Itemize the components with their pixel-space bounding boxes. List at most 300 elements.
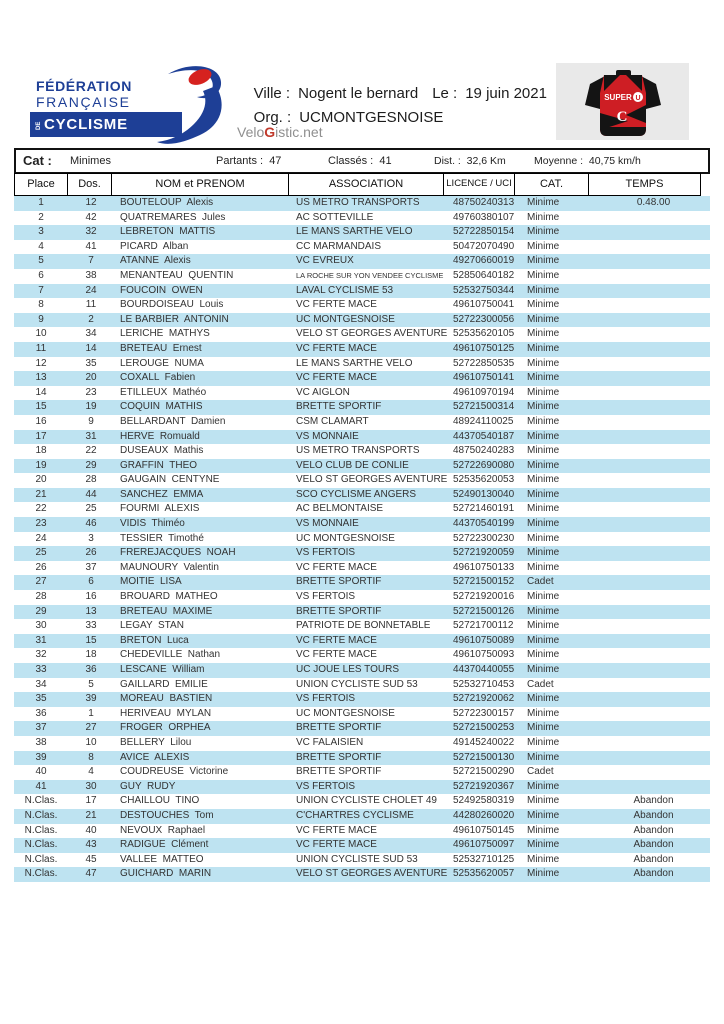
- cell-association: VS FERTOIS: [296, 547, 356, 559]
- distance-value: Dist. : 32,6 Km: [434, 155, 506, 167]
- cell-association: VS FERTOIS: [296, 780, 356, 792]
- cell-dossard: 31: [85, 430, 97, 442]
- ffc-logo: [24, 62, 224, 150]
- cell-dossard: 26: [85, 547, 97, 559]
- cell-place: 24: [35, 532, 47, 544]
- cell-category: Minime: [527, 226, 560, 238]
- cell-place: 22: [35, 503, 47, 515]
- cell-time: [597, 400, 710, 415]
- cell-association: AC SOTTEVILLE: [296, 211, 374, 223]
- cell-place: 34: [35, 678, 47, 690]
- results-table-header: [14, 173, 710, 196]
- cell-dossard: 10: [85, 736, 97, 748]
- cell-name: GUY RUDY: [120, 780, 176, 792]
- table-row: [14, 867, 710, 882]
- cell-licence: 52722850535: [453, 357, 515, 369]
- cell-name: ETILLEUX Mathéo: [120, 386, 207, 398]
- cell-dossard: 43: [85, 839, 97, 851]
- cell-time: Abandon: [633, 809, 674, 821]
- column-header-time: TEMPS: [588, 173, 701, 196]
- table-row: [14, 400, 710, 415]
- cell-dossard: 18: [85, 649, 97, 661]
- cell-name: BOURDOISEAU Louis: [120, 299, 224, 311]
- cell-place: 30: [35, 620, 47, 632]
- cell-association: UNION CYCLISTE CHOLET 49: [296, 795, 437, 807]
- cell-place: N.Clas.: [24, 853, 58, 865]
- cell-licence: 52722300157: [453, 707, 515, 719]
- cell-name: COUDREUSE Victorine: [120, 766, 229, 778]
- cell-name: MOITIE LISA: [120, 576, 182, 588]
- cell-category: Minime: [527, 445, 560, 457]
- cell-name: LEBRETON MATTIS: [120, 226, 216, 238]
- cell-place: 19: [35, 459, 47, 471]
- cell-licence: 52850640182: [453, 269, 515, 281]
- ffc-cyclist-swoosh-icon: [150, 62, 230, 152]
- cell-name: BROUARD MATHEO: [120, 591, 218, 603]
- cell-category: Minime: [527, 561, 560, 573]
- cell-time: [597, 517, 710, 532]
- cell-licence: 48750240283: [453, 445, 515, 457]
- cell-licence: 50472070490: [453, 240, 515, 252]
- cell-licence: 49610750133: [453, 561, 515, 573]
- cell-dossard: 22: [85, 445, 97, 457]
- date-value: 19 juin 2021: [465, 85, 547, 102]
- cell-licence: 49610750093: [453, 649, 515, 661]
- table-row: [14, 561, 710, 576]
- cell-category: Minime: [527, 518, 560, 530]
- cell-association: VC FERTE MACE: [296, 342, 377, 354]
- cell-category: Minime: [527, 824, 560, 836]
- cell-dossard: 44: [85, 488, 97, 500]
- cell-dossard: 28: [85, 474, 97, 486]
- ffc-logo-band: [30, 112, 182, 137]
- cell-time: [597, 692, 710, 707]
- table-row: [14, 269, 710, 284]
- cell-time: [597, 532, 710, 547]
- cell-association: UNION CYCLISTE SUD 53: [296, 678, 418, 690]
- cell-name: VALLEE MATTEO: [120, 853, 204, 865]
- cell-licence: 52535620053: [453, 474, 515, 486]
- cell-name: GRAFFIN THEO: [120, 459, 198, 471]
- cell-licence: 52721700112: [453, 620, 514, 632]
- svg-text:C: C: [616, 109, 628, 125]
- cell-licence: 44370540199: [453, 518, 515, 530]
- cell-licence: 52490130040: [453, 488, 515, 500]
- table-row: [14, 211, 710, 226]
- cell-licence: 52721920059: [453, 547, 515, 559]
- cell-dossard: 3: [88, 532, 94, 544]
- cell-name: FOURMI ALEXIS: [120, 503, 200, 515]
- column-header-dossard: Dos.: [67, 173, 113, 196]
- cell-association: VC FERTE MACE: [296, 824, 377, 836]
- table-row: [14, 794, 710, 809]
- cell-name: BRETEAU MAXIME: [120, 605, 213, 617]
- cell-licence: 52721920016: [453, 591, 515, 603]
- cell-place: 27: [35, 576, 47, 588]
- cell-category: Cadet: [527, 576, 554, 588]
- cell-place: 33: [35, 664, 47, 675]
- cell-time: [597, 765, 710, 780]
- cell-category: Minime: [527, 649, 560, 661]
- column-header-category: CAT.: [514, 173, 590, 196]
- cell-association: VC AIGLON: [296, 386, 350, 398]
- cell-name: QUATREMARES Jules: [120, 211, 226, 223]
- cell-dossard: 20: [85, 372, 97, 384]
- cell-association: AC BELMONTAISE: [296, 503, 384, 515]
- cell-time: [597, 590, 710, 605]
- cell-name: MOREAU BASTIEN: [120, 693, 213, 705]
- cell-association: VELO ST GEORGES AVENTURE: [296, 868, 448, 880]
- svg-text:U: U: [635, 95, 641, 102]
- cell-name: MAUNOURY Valentin: [120, 561, 219, 573]
- table-row: [14, 546, 710, 561]
- cell-association: BRETTE SPORTIF: [296, 605, 382, 617]
- cell-licence: 49610750141: [453, 372, 515, 384]
- table-row: [14, 634, 710, 649]
- cell-licence: 49610750041: [453, 299, 515, 311]
- average-speed-value: Moyenne : 40,75 km/h: [534, 155, 641, 167]
- column-header-place: Place: [14, 173, 68, 196]
- cell-time: [597, 721, 710, 736]
- table-row: [14, 780, 710, 795]
- cell-time: [597, 327, 710, 342]
- cell-name: LERICHE MATHYS: [120, 328, 210, 340]
- table-row: [14, 648, 710, 663]
- cell-name: BELLERY Lilou: [120, 736, 192, 748]
- table-row: [14, 853, 710, 868]
- table-row: [14, 751, 710, 766]
- cell-place: 10: [35, 328, 47, 340]
- table-row: [14, 488, 710, 503]
- table-row: [14, 473, 710, 488]
- cell-time: [597, 605, 710, 620]
- cell-place: N.Clas.: [24, 809, 58, 821]
- watermark-part3: istic.net: [275, 124, 323, 140]
- cell-dossard: 24: [85, 284, 97, 296]
- cell-dossard: 23: [85, 386, 97, 398]
- table-row: [14, 298, 710, 313]
- cell-category: Minime: [527, 401, 560, 413]
- cell-place: 2: [38, 211, 44, 223]
- category-label: Cat :: [23, 153, 52, 168]
- cell-dossard: 36: [85, 664, 97, 675]
- cell-category: Minime: [527, 357, 560, 369]
- cell-time: Abandon: [633, 839, 674, 851]
- cell-category: Minime: [527, 328, 560, 340]
- cell-name: ATANNE Alexis: [120, 255, 191, 267]
- cell-time: [597, 298, 710, 313]
- cell-place: 5: [38, 255, 44, 267]
- cell-name: DUSEAUX Mathis: [120, 445, 204, 457]
- cell-category: Cadet: [527, 678, 554, 690]
- cell-name: COQUIN MATHIS: [120, 401, 203, 413]
- cell-licence: 52722850154: [453, 226, 515, 238]
- cell-place: 26: [35, 561, 47, 573]
- event-header: [237, 68, 557, 140]
- cell-category: Minime: [527, 664, 560, 675]
- cell-association: UC MONTGESNOISE: [296, 707, 395, 719]
- cell-time: Abandon: [633, 824, 674, 836]
- cell-time: Abandon: [633, 795, 674, 807]
- table-row: [14, 254, 710, 269]
- cell-dossard: 2: [88, 313, 94, 325]
- cell-category: Minime: [527, 415, 560, 427]
- cell-category: Minime: [527, 707, 560, 719]
- cell-name: BRETON Luca: [120, 634, 189, 646]
- cell-time: [597, 444, 710, 459]
- cell-place: 12: [35, 357, 47, 369]
- leader-jersey-image: [556, 63, 689, 140]
- cell-place: 9: [38, 313, 44, 325]
- cell-time: [597, 371, 710, 386]
- cell-association: BRETTE SPORTIF: [296, 751, 382, 763]
- cell-name: FROGER ORPHEA: [120, 722, 211, 734]
- cell-name: RADIGUE Clément: [120, 839, 209, 851]
- cell-place: N.Clas.: [24, 839, 58, 851]
- cell-time: [597, 415, 710, 430]
- cell-place: 28: [35, 591, 47, 603]
- cell-association: UNION CYCLISTE SUD 53: [296, 853, 418, 865]
- cell-category: Minime: [527, 853, 560, 865]
- cell-dossard: 13: [85, 605, 97, 617]
- ffc-logo-text-de: DE: [36, 121, 42, 130]
- table-row: [14, 721, 710, 736]
- cell-association: LE MANS SARTHE VELO: [296, 357, 413, 369]
- cell-time: [597, 342, 710, 357]
- cell-name: DESTOUCHES Tom: [120, 809, 214, 821]
- cell-association: BRETTE SPORTIF: [296, 576, 382, 588]
- cell-association: VS MONNAIE: [296, 518, 359, 530]
- cell-dossard: 37: [85, 561, 97, 573]
- cell-category: Minime: [527, 809, 560, 821]
- cell-time: [597, 313, 710, 328]
- cell-category: Minime: [527, 386, 560, 398]
- table-row: [14, 327, 710, 342]
- cell-category: Minime: [527, 693, 560, 705]
- cell-dossard: 41: [85, 240, 97, 252]
- cell-name: GUICHARD MARIN: [120, 868, 212, 880]
- table-row: [14, 692, 710, 707]
- cell-category: Cadet: [527, 766, 554, 778]
- city-label: Ville :: [253, 85, 291, 102]
- cell-dossard: 38: [85, 269, 97, 281]
- cell-association: VC FERTE MACE: [296, 299, 377, 311]
- cell-category: Minime: [527, 313, 560, 325]
- cell-licence: 52721920367: [453, 780, 515, 792]
- cell-association: CC MARMANDAIS: [296, 240, 382, 252]
- cell-association: VS FERTOIS: [296, 693, 356, 705]
- cell-category: Minime: [527, 488, 560, 500]
- cell-category: Minime: [527, 255, 560, 267]
- cell-dossard: 34: [85, 328, 97, 340]
- cell-name: HERVE Romuald: [120, 430, 200, 442]
- cell-name: BOUTELOUP Alexis: [120, 197, 214, 208]
- cell-place: 39: [35, 751, 47, 763]
- cell-place: 18: [35, 445, 47, 457]
- ffc-logo-text-federation: FÉDÉRATION: [36, 78, 132, 94]
- cell-association: CSM CLAMART: [296, 415, 369, 427]
- cell-licence: 52721500126: [453, 605, 515, 617]
- cell-licence: 52722690080: [453, 459, 515, 471]
- velogistic-watermark: [237, 124, 557, 140]
- cell-dossard: 40: [85, 824, 97, 836]
- organizer-label: Org. :: [253, 109, 292, 126]
- cell-time: [597, 430, 710, 445]
- cell-dossard: 32: [85, 226, 97, 238]
- table-row: [14, 619, 710, 634]
- cell-dossard: 19: [85, 401, 97, 413]
- cell-licence: 52535620105: [453, 328, 515, 340]
- cell-licence: 49610750097: [453, 839, 515, 851]
- cell-place: 16: [35, 415, 47, 427]
- cell-association: UC JOUE LES TOURS: [296, 664, 399, 675]
- cell-association: VS MONNAIE: [296, 430, 359, 442]
- table-row: [14, 313, 710, 328]
- table-row: [14, 342, 710, 357]
- cell-name: COXALL Fabien: [120, 372, 196, 384]
- cell-association: VELO CLUB DE CONLIE: [296, 459, 409, 471]
- cell-dossard: 17: [85, 795, 97, 807]
- column-header-association: ASSOCIATION: [288, 173, 445, 196]
- cell-name: GAUGAIN CENTYNE: [120, 474, 220, 486]
- cell-licence: 49610750125: [453, 342, 515, 354]
- cell-time: [597, 575, 710, 590]
- cell-association: BRETTE SPORTIF: [296, 401, 382, 413]
- column-header-name: NOM et PRENOM: [111, 173, 289, 196]
- cell-place: 36: [35, 707, 47, 719]
- cell-category: Minime: [527, 736, 560, 748]
- cell-time: [597, 751, 710, 766]
- watermark-part2: G: [264, 124, 276, 140]
- cell-dossard: 15: [85, 634, 97, 646]
- cell-licence: 52721500314: [453, 401, 515, 413]
- cell-dossard: 45: [85, 853, 97, 865]
- cell-licence: 52721500130: [453, 751, 515, 763]
- svg-text:SUPER: SUPER: [604, 93, 632, 102]
- cell-place: 14: [35, 386, 47, 398]
- cell-dossard: 9: [88, 415, 94, 427]
- cell-dossard: 35: [85, 357, 97, 369]
- table-row: [14, 517, 710, 532]
- cell-place: 29: [35, 605, 47, 617]
- cell-place: 21: [35, 488, 47, 500]
- watermark-part1: Velo: [237, 124, 265, 140]
- cell-place: 31: [35, 634, 47, 646]
- cell-name: NEVOUX Raphael: [120, 824, 206, 836]
- cell-time: [597, 619, 710, 634]
- table-row: [14, 502, 710, 517]
- cell-time: [597, 240, 710, 255]
- cell-dossard: 11: [85, 299, 97, 311]
- cell-association: BRETTE SPORTIF: [296, 766, 382, 778]
- table-row: [14, 809, 710, 824]
- cell-association: SCO CYCLISME ANGERS: [296, 488, 417, 500]
- cell-dossard: 6: [88, 576, 94, 588]
- cell-dossard: 14: [85, 342, 97, 354]
- table-row: [14, 765, 710, 780]
- table-row: [14, 225, 710, 240]
- table-row: [14, 532, 710, 547]
- cell-category: Minime: [527, 503, 560, 515]
- table-row: [14, 284, 710, 299]
- cell-association: VELO ST GEORGES AVENTURE: [296, 474, 448, 486]
- cell-time: [597, 546, 710, 561]
- cell-dossard: 42: [85, 211, 97, 223]
- cell-licence: 52532750344: [453, 284, 515, 296]
- cell-dossard: 47: [85, 868, 97, 880]
- cell-place: N.Clas.: [24, 868, 58, 880]
- cell-time: [597, 648, 710, 663]
- cell-licence: 44370540187: [453, 430, 515, 442]
- cell-time: [597, 284, 710, 299]
- cell-place: 8: [38, 299, 44, 311]
- ffc-logo-text-francaise: FRANÇAISE: [36, 94, 131, 110]
- cell-name: TESSIER Timothé: [120, 532, 204, 544]
- cell-dossard: 30: [85, 780, 97, 792]
- cell-association: VC FALAISIEN: [296, 736, 364, 748]
- cell-dossard: 25: [85, 503, 97, 515]
- cell-association: C'CHARTRES CYCLISME: [296, 809, 414, 821]
- cell-licence: 52535620057: [453, 868, 515, 880]
- table-row: [14, 575, 710, 590]
- cell-licence: 49610970194: [453, 386, 515, 398]
- cell-category: Minime: [527, 591, 560, 603]
- cell-association: LE MANS SARTHE VELO: [296, 226, 413, 238]
- organizer-value: UCMONTGESNOISE: [299, 109, 444, 126]
- cell-category: Minime: [527, 240, 560, 252]
- cell-dossard: 7: [88, 255, 94, 267]
- cell-association: VS FERTOIS: [296, 591, 356, 603]
- cell-name: LEGAY STAN: [120, 620, 184, 632]
- cell-time: [597, 386, 710, 401]
- cell-name: FOUCOIN OWEN: [120, 284, 203, 296]
- cell-name: LESCANE William: [120, 664, 205, 675]
- cell-licence: 49610750145: [453, 824, 515, 836]
- cell-licence: 48924110025: [453, 415, 514, 427]
- cell-category: Minime: [527, 722, 560, 734]
- cell-place: N.Clas.: [24, 824, 58, 836]
- table-row: [14, 838, 710, 853]
- cell-place: 4: [38, 240, 44, 252]
- cell-category: Minime: [527, 269, 560, 281]
- cell-place: 23: [35, 518, 47, 530]
- cell-place: 1: [38, 197, 44, 208]
- cell-place: 20: [35, 474, 47, 486]
- starters-count: Partants : 47: [216, 155, 282, 167]
- results-table-body: [14, 196, 710, 882]
- table-row: [14, 459, 710, 474]
- cell-dossard: 16: [85, 591, 97, 603]
- cell-name: SANCHEZ EMMA: [120, 488, 204, 500]
- cell-association: LA ROCHE SUR YON VENDEE CYCLISME: [296, 270, 444, 280]
- cell-place: 3: [38, 226, 44, 238]
- cell-time: [597, 473, 710, 488]
- cell-association: LAVAL CYCLISME 53: [296, 284, 394, 296]
- cell-place: 15: [35, 401, 47, 413]
- cell-dossard: 5: [88, 678, 94, 690]
- cell-category: Minime: [527, 868, 560, 880]
- cell-name: AVICE ALEXIS: [120, 751, 190, 763]
- column-header-licence: LICENCE / UCI: [443, 173, 515, 196]
- cell-association: UC MONTGESNOISE: [296, 313, 395, 325]
- cell-category: Minime: [527, 751, 560, 763]
- cell-place: 7: [38, 284, 44, 296]
- cell-category: Minime: [527, 634, 560, 646]
- table-row: [14, 590, 710, 605]
- cell-dossard: 12: [85, 197, 97, 208]
- cell-licence: 44370440055: [453, 664, 515, 675]
- cell-licence: 52722300056: [453, 313, 515, 325]
